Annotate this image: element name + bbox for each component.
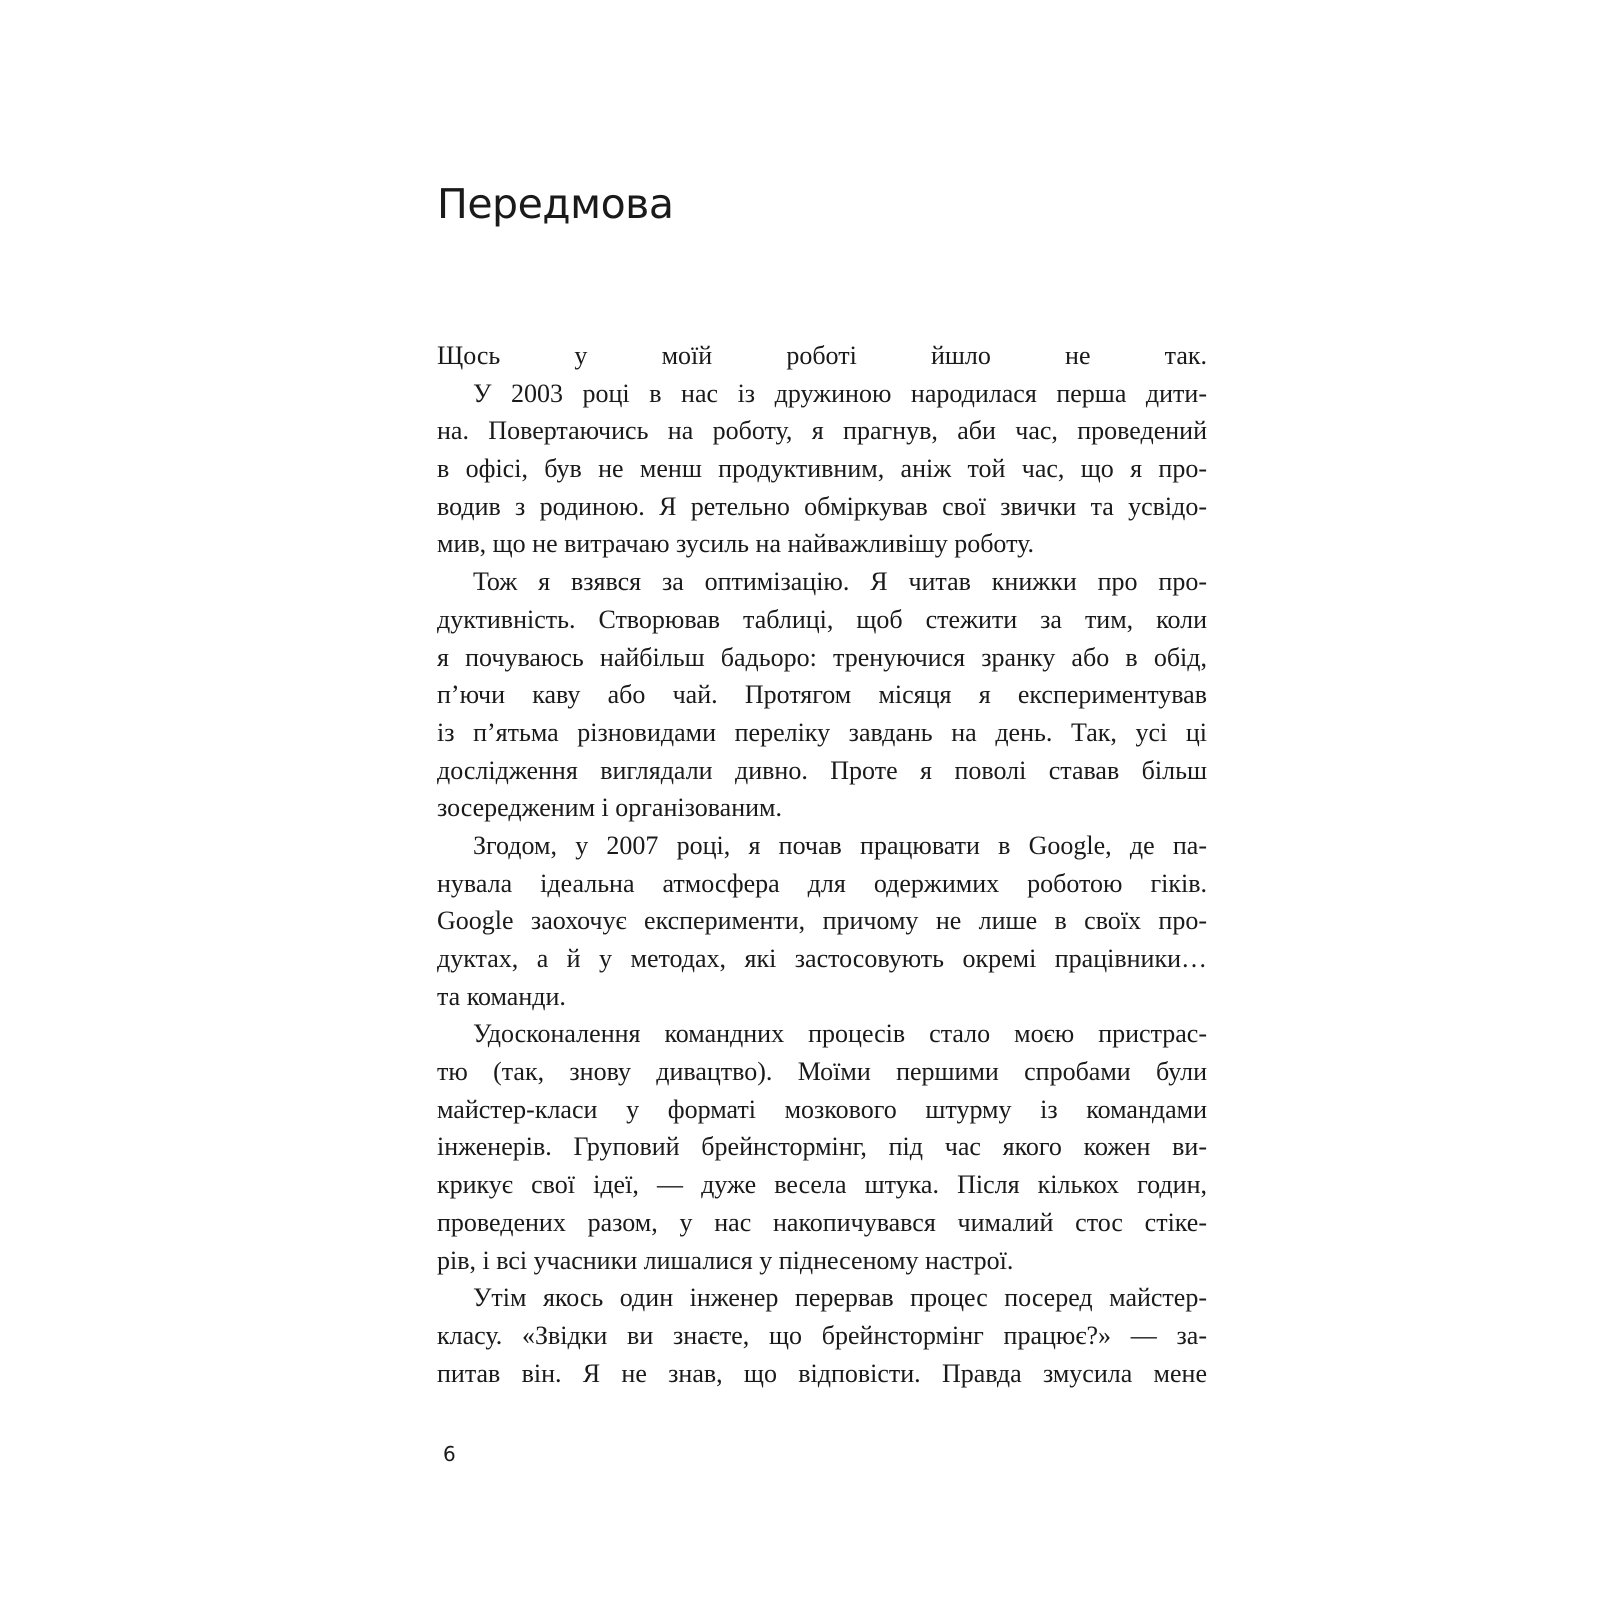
text-line: із п’ятьма різновидами переліку завдань на день. Так, усі ці bbox=[437, 717, 1207, 747]
text-line: п’ючи каву або чай. Протягом місяця я експериментував bbox=[437, 680, 1207, 710]
text-line: дуктах, а й у методах, які застосовують окремі працівники… bbox=[437, 944, 1207, 973]
text-line: тю (так, знову дивацтво). Моїми першими спробами були bbox=[437, 1057, 1207, 1087]
text-line: питав він. Я не знав, що відповісти. Правда змусила мене bbox=[437, 1358, 1207, 1388]
text-line: Утім якось один інженер перервав процес посеред майстер- bbox=[473, 1283, 1207, 1313]
body-text bbox=[437, 337, 1207, 1392]
text-line: в офісі, був не менш продуктивним, аніж той час, що я про- bbox=[437, 454, 1207, 484]
text-line: та команди. bbox=[437, 981, 566, 1011]
text-line: нувала ідеальна атмосфера для одержимих роботою гіків. bbox=[437, 868, 1207, 898]
text-line: крикує свої ідеї, — дуже весела штука. Після кількох годин, bbox=[437, 1170, 1207, 1200]
text-line: класу. «Звідки ви знаєте, що брейнстормінг працює?» — за- bbox=[437, 1320, 1207, 1350]
text-line: Удосконалення командних процесів стало моєю пристрас- bbox=[473, 1019, 1207, 1049]
text-line: дослідження виглядали дивно. Проте я поволі ставав більш bbox=[437, 755, 1207, 785]
text-line: рів, і всі учасники лишалися у піднесеному настрої. bbox=[437, 1245, 1014, 1275]
text-line: інженерів. Груповий брейнстормінг, під час якого кожен ви- bbox=[437, 1132, 1207, 1162]
text-line: Щось у моїй роботі йшло не так. bbox=[437, 341, 1207, 370]
text-line: я почуваюсь найбільш бадьоро: тренуючися зранку або в обід, bbox=[437, 642, 1207, 672]
text-line: Google заохочує експерименти, причому не лише в своїх про- bbox=[437, 906, 1207, 936]
text-line: У 2003 році в нас із дружиною народилася перша дити- bbox=[473, 378, 1207, 408]
text-line: мив, що не витрачаю зусиль на найважливішу роботу. bbox=[437, 529, 1035, 559]
text-line: проведених разом, у нас накопичувався чималий стос стіке- bbox=[437, 1207, 1207, 1237]
text-line: майстер-класи у форматі мозкового штурму із командами bbox=[437, 1094, 1207, 1124]
chapter-title: Передмова bbox=[437, 180, 674, 228]
text-line: на. Повертаючись на роботу, я прагнув, аби час, проведений bbox=[437, 416, 1207, 446]
text-line: водив з родиною. Я ретельно обміркував свої звички та усвідо- bbox=[437, 491, 1207, 521]
text-line: Згодом, у 2007 році, я почав працювати в Google, де па- bbox=[473, 830, 1207, 860]
text-line: дуктивність. Створював таблиці, щоб стежити за тим, коли bbox=[437, 604, 1207, 634]
text-line: зосередженим і організованим. bbox=[437, 793, 782, 823]
text-line: Тож я взявся за оптимізацію. Я читав книжки про про- bbox=[473, 567, 1207, 597]
page-number: 6 bbox=[443, 1442, 456, 1466]
